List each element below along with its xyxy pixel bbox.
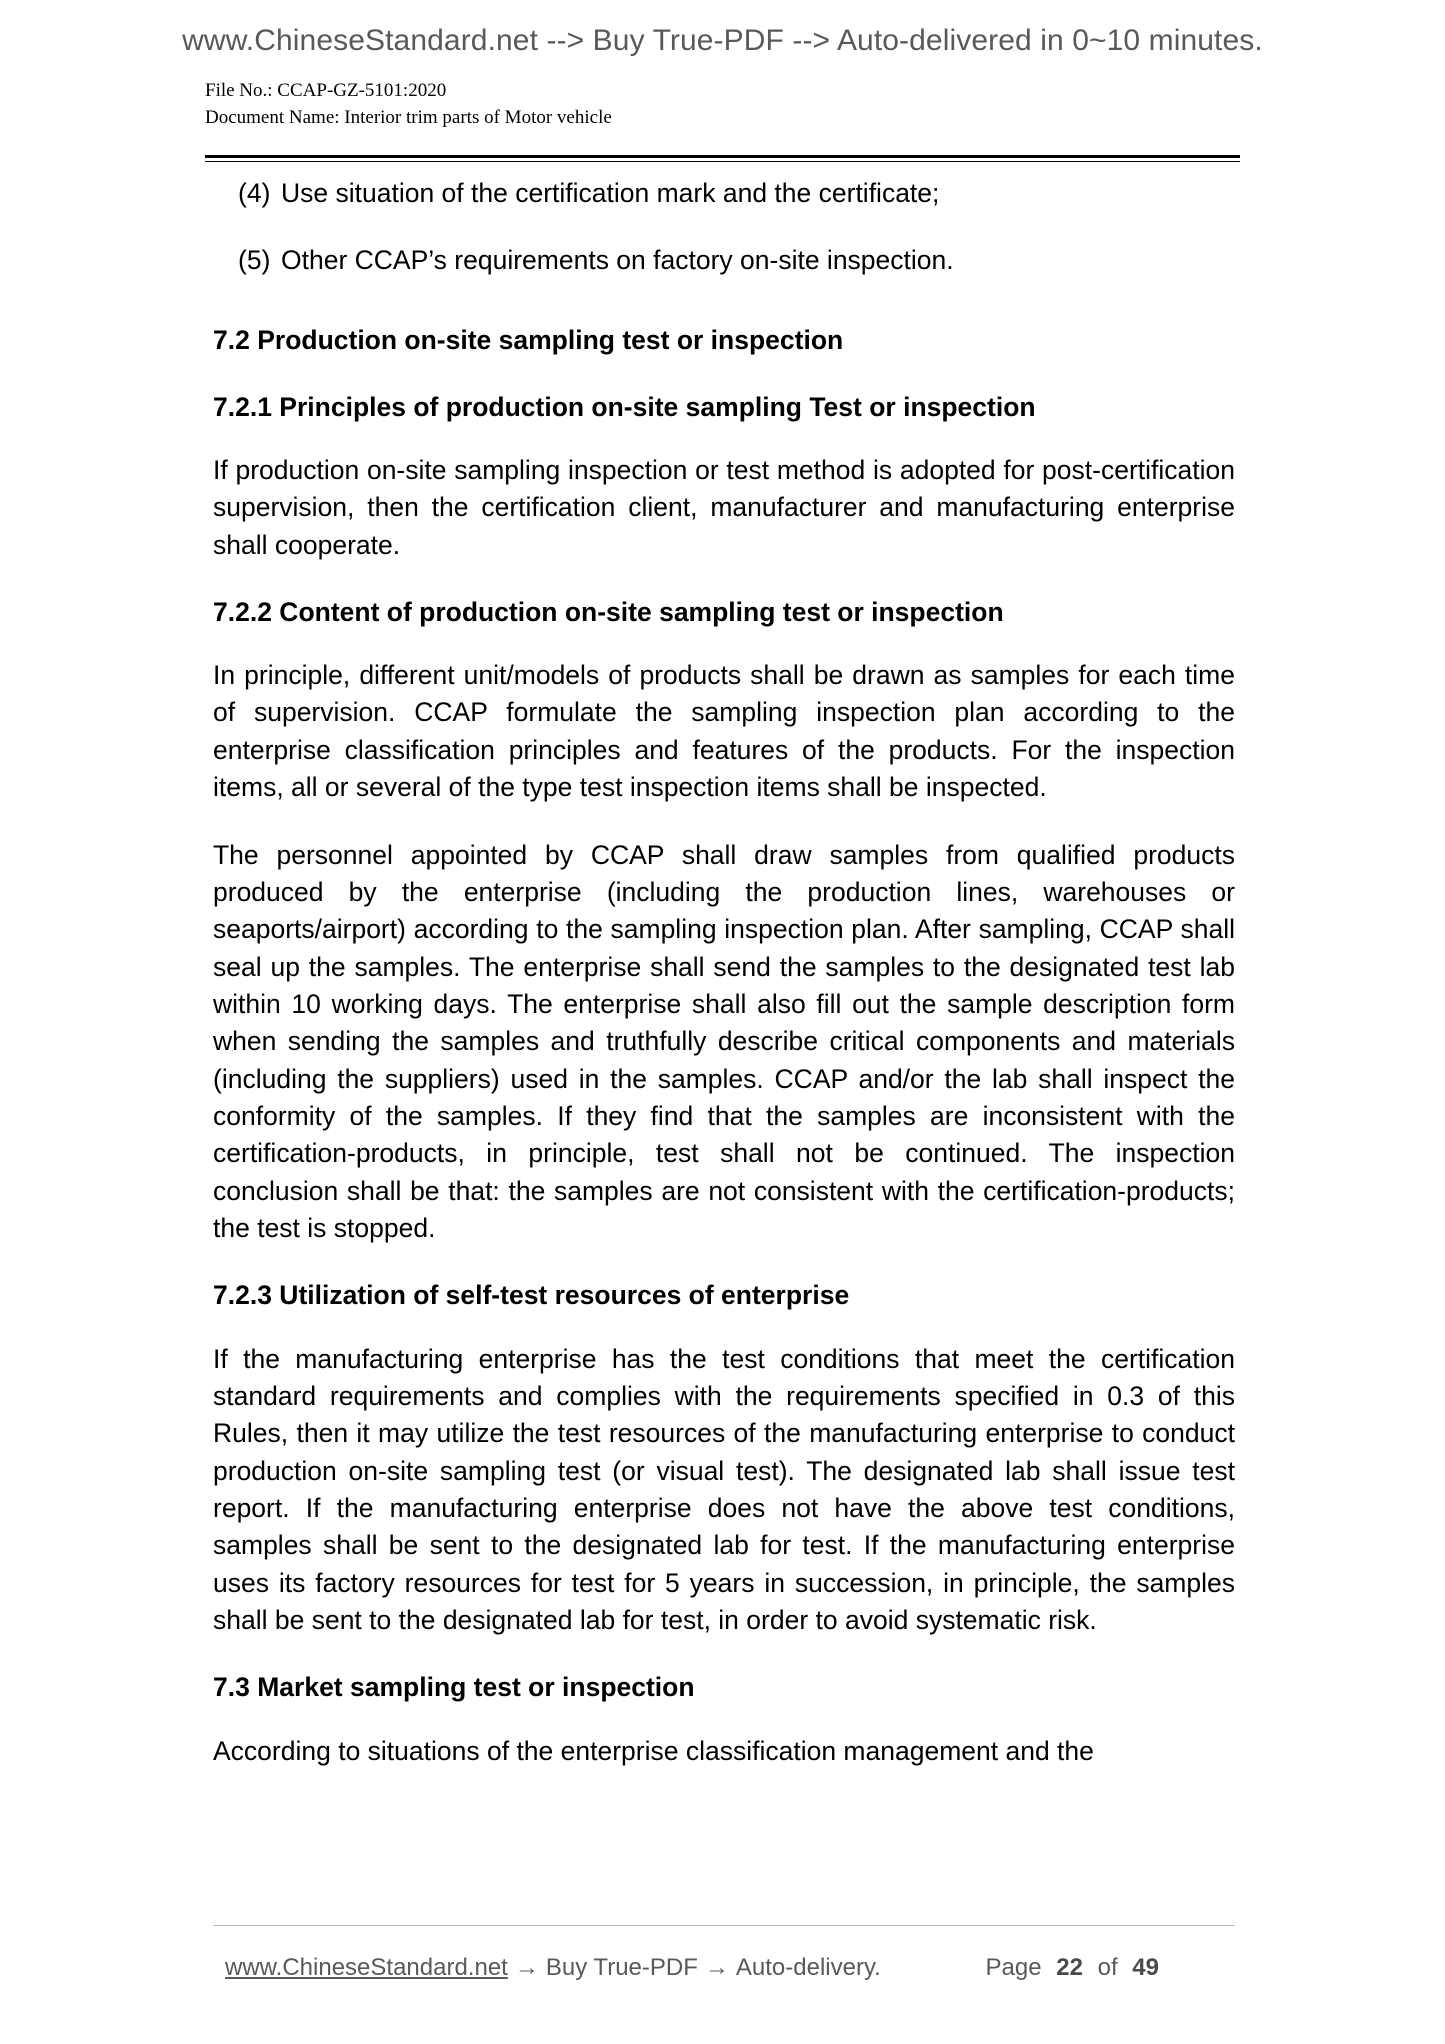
footer-divider <box>213 1925 1235 1926</box>
page-label: Page <box>985 1954 1042 1981</box>
footer-left-group <box>225 1954 881 1982</box>
current-page-number: 22 <box>1056 1954 1083 1981</box>
header-file-no: File No.: CCAP-GZ-5101:2020 <box>205 80 447 101</box>
clause-number: (4) <box>238 178 271 208</box>
paragraph-7-2-2-a: In principle, different unit/models of products shall be drawn as samples for each time of supervision. CCAP formulate the sampling inspection plan according to the enterprise classification principles and features of the products. For the inspection items, all or several of the type test inspection items shall be inspected. <box>213 660 1235 803</box>
section-heading-7-2: 7.2 Production on-site sampling test or inspection <box>213 324 844 355</box>
section-heading-7-2-1: 7.2.1 Principles of production on-site sampling Test or inspection <box>213 391 1036 422</box>
total-page-number: 49 <box>1132 1954 1159 1981</box>
list-item <box>213 175 1235 212</box>
header-rule-thin <box>205 161 1240 162</box>
page-indicator <box>986 1954 1160 1982</box>
clause-number: (5) <box>238 245 271 276</box>
header-document-name: Document Name: Interior trim parts of Motor vehicle <box>205 106 612 128</box>
footer-delivery-text: Auto-delivery. <box>735 1954 881 1981</box>
section-heading-7-3: 7.3 Market sampling test or inspection <box>213 1672 695 1703</box>
section-heading-7-2-3: 7.2.3 Utilization of self-test resources of enterprise <box>213 1280 850 1311</box>
arrow-right-icon: → <box>514 1954 539 1981</box>
document-body <box>213 175 1235 1770</box>
promo-banner: www.ChineseStandard.net --> Buy True-PDF --> Auto-delivered in 0~10 minutes. <box>182 24 1263 57</box>
clause-text: Other CCAP’s requirements on factory on-site inspection. <box>281 245 954 276</box>
spacer <box>213 306 1235 322</box>
paragraph-7-3: According to situations of the enterprise classification management and the <box>213 1735 1094 1766</box>
page-footer <box>213 1954 1235 1982</box>
paragraph-7-2-3: If the manufacturing enterprise has the test conditions that meet the certification standard requirements and complies with the requirements specified in 0.3 of this Rules, then it may utilize the test resources of the manufacturing enterprise to conduct production on-site sampling test (or visual test). The designated lab shall issue test report. If the manufacturing enterprise does not have the above test conditions, samples shall be sent to the designated lab for test. If the manufacturing enterprise uses its factory resources for test for 5 years in succession, in principle, the samples shall be sent to the designated lab for test, in order to avoid systematic risk. <box>213 1343 1235 1636</box>
of-label: of <box>1097 1954 1118 1981</box>
list-item <box>213 242 1235 279</box>
footer-buy-text: Buy True-PDF <box>545 1954 698 1981</box>
clause-text: Use situation of the certification mark and the certificate; <box>281 178 940 208</box>
footer-site-link[interactable]: www.ChineseStandard.net <box>225 1954 508 1981</box>
paragraph-7-2-2-b: The personnel appointed by CCAP shall draw samples from qualified products produced by the enterprise (including the production lines, warehouses or seaports/airport) according to the sampling inspection plan. After sampling, CCAP shall seal up the samples. The enterprise shall send the samples to the designated test lab within 10 working days. The enterprise shall also fill out the sample description form when sending the samples and truthfully describe critical components and materials (including the suppliers) used in the samples. CCAP and/or the lab shall inspect the conformity of the samples. If they find that the samples are inconsistent with the certification-products, in principle, test shall not be continued. The inspection conclusion shall be that: the samples are not consistent with the certification-products; the test is stopped. <box>213 839 1235 1244</box>
running-header <box>205 78 1240 132</box>
header-rule-thick <box>205 155 1240 158</box>
arrow-right-icon: → <box>704 1954 729 1981</box>
section-heading-7-2-2: 7.2.2 Content of production on-site sampling test or inspection <box>213 596 1004 627</box>
paragraph-7-2-1: If production on-site sampling inspection or test method is adopted for post-certification supervision, then the certification client, manufacturer and manufacturing enterprise shall cooperate. <box>213 454 1235 560</box>
